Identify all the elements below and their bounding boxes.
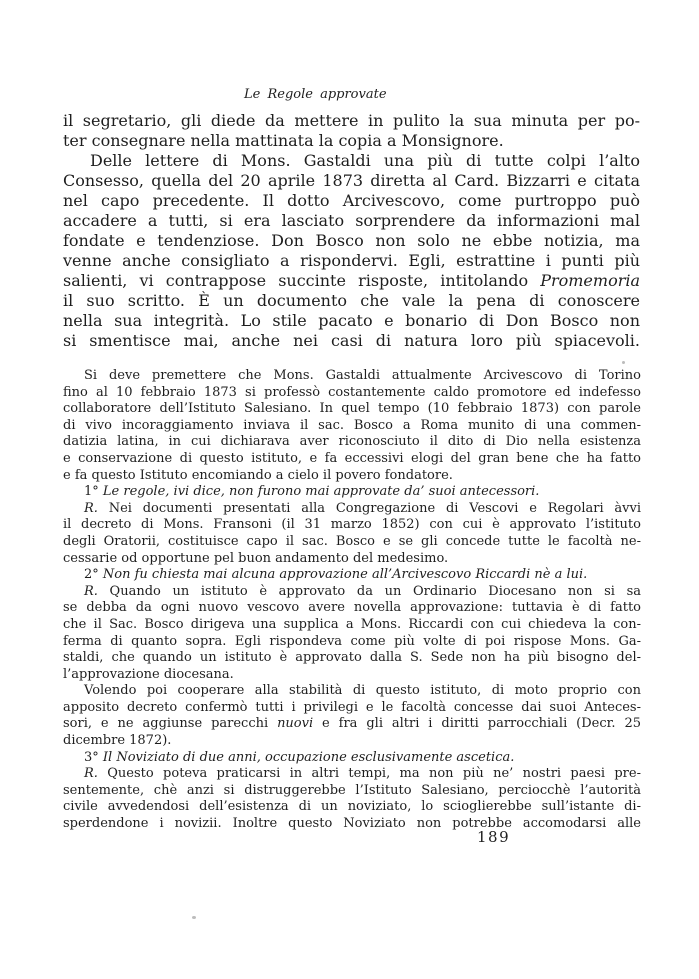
text-line [63,716,641,733]
text-line [63,151,640,171]
text-line [63,251,640,271]
text-segment: 3° [84,749,103,765]
text-line [63,617,641,634]
text-line [63,484,641,501]
text-segment: Delle lettere di Mons. Gastaldi una più di tutte colpi l’alto [90,151,640,170]
text-segment: che il Sac. Bosco dirigeva una supplica a Mons. Riccardi con cui chiedeva la con- [63,616,641,632]
text-line [63,683,641,700]
text-line [63,799,641,816]
text-line [63,271,640,291]
text-segment: ferma di quanto sopra. Egli rispondeva come più volte di poi rispose Mons. Ga- [63,633,641,649]
text-segment: Questo poteva praticarsi in altri tempi, ma non più ne’ nostri paesi pre- [97,766,641,782]
text-segment: nel capo precedente. Il dotto Arcivescovo, come purtroppo può [63,191,640,210]
text-segment: ter consegnare nella mattinata la copia a Monsignore. [63,131,504,150]
text-line [63,331,640,351]
text-line [63,634,641,651]
text-segment: Nei documenti presentati alla Congregazione di Vescovi e Regolari àvvi [97,500,641,516]
text-segment: staldi, che quando un istituto è approvato dalla S. Sede non ha più bisogno del- [63,650,641,666]
text-line [63,418,641,435]
text-line [63,517,641,534]
text-line [63,434,641,451]
text-line [63,131,640,151]
italic-text-segment: Non fu chiesta mai alcuna approvazione all’Arcivescovo Riccardi nè a lui. [102,567,588,583]
text-segment: dicembre 1872). [63,733,172,749]
main-text-block [63,111,640,351]
footnote-text-block [63,368,641,833]
text-segment: datizia latina, in cui dichiarava aver riconosciuto il dito di Dio nella esistenza [63,434,641,450]
italic-text-segment: R. [84,766,98,782]
text-segment: sperdendone i novizii. Inoltre questo Noviziato non potrebbe accomodarsi alle [63,816,641,832]
text-segment: Quando un istituto è approvato da un Ordinario Diocesano non si sa [97,583,641,599]
text-line [63,733,641,750]
italic-text-segment: R. [84,500,98,516]
text-line [63,231,640,251]
text-line [63,211,640,231]
running-head: Le Regole approvate [244,87,387,102]
text-line [63,650,641,667]
text-line [63,468,641,485]
text-segment: apposito decreto confermò tutti i privilegi e le facoltà concesse dai suoi Anteces- [63,699,641,715]
text-line [63,291,640,311]
text-segment: il decreto di Mons. Fransoni (il 31 marzo 1852) con cui è approvato l’istituto [63,517,641,533]
text-segment: 1° [84,484,103,500]
scan-speck [622,361,625,364]
text-line [63,750,641,767]
text-segment: il suo scritto. È un documento che vale la pena di conoscere [63,291,640,310]
text-line [63,783,641,800]
text-segment: se debba da ogni nuovo vescovo avere novella approvazione: tuttavia è di fatto [63,600,641,616]
text-segment: accadere a tutti, si era lasciato sorprendere da informazioni mal [63,211,640,230]
text-segment: di vivo incoraggiamento inviava il sac. Bosco a Roma munito di una commen- [63,417,641,433]
scan-speck [192,916,196,919]
italic-text-segment: Le regole, ivi dice, non furono mai approvate da’ suoi antecessori. [102,484,540,500]
text-line [63,171,640,191]
text-segment: civile avvedendosi dell’esistenza di un noviziato, lo scioglierebbe sull’istante di- [63,799,641,815]
text-line [63,401,641,418]
text-segment: e fa questo Istituto encomiando a cielo il povero fondatore. [63,467,453,483]
text-line [63,111,640,131]
text-segment: 2° [84,567,103,583]
text-segment: fino al 10 febbraio 1873 si professò costantemente caldo promotore ed indefesso [63,384,641,400]
text-segment: e fra gli altri i diritti parrocchiali (Decr. 25 [313,716,641,732]
text-segment: sentemente, chè anzi si distruggerebbe l’Istituto Salesiano, perciocchè l’autorità [63,782,641,798]
text-segment: collaboratore dell’Istituto Salesiano. In quel tempo (10 febbraio 1873) con parole [63,401,641,417]
text-segment: sori, e ne aggiunse parecchi [63,716,278,732]
text-segment: Consesso, quella del 20 aprile 1873 diretta al Card. Bizzarri e citata [63,171,640,190]
text-segment: l’approvazione diocesana. [63,666,234,682]
text-segment: si smentisce mai, anche nei casi di natura loro più spiacevoli. [63,331,640,350]
text-segment: Si deve premettere che Mons. Gastaldi attualmente Arcivescovo di Torino [84,368,641,383]
text-line [63,567,641,584]
text-line [63,551,641,568]
italic-text-segment: R. [84,583,98,599]
text-segment: fondate e tendenziose. Don Bosco non solo ne ebbe notizia, ma [63,231,640,250]
text-segment: Volendo poi cooperare alla stabilità di questo istituto, di moto proprio con [84,683,641,699]
text-line [63,600,641,617]
page-number: 189 [477,828,511,846]
text-line [63,667,641,684]
italic-text-segment: Promemoria [540,271,640,290]
text-segment: salienti, vi contrappose succinte risposte, intitolando [63,271,541,290]
text-line [63,534,641,551]
text-line [63,191,640,211]
text-line [63,311,640,331]
text-segment: e conservazione di questo istituto, e fa eccessivi elogi del gran bene che ha fatto [63,450,641,466]
text-line [63,700,641,717]
italic-text-segment: Il Noviziato di due anni, occupazione esclusivamente ascetica. [102,749,515,765]
text-segment: il segretario, gli diede da mettere in pulito la sua minuta per po- [63,111,640,130]
text-line [63,816,641,833]
text-line [63,368,641,385]
text-line [63,501,641,518]
text-line [63,451,641,468]
text-segment: cessarie od opportune pel buon andamento del medesimo. [63,550,449,566]
text-line [63,766,641,783]
text-segment: nella sua integrità. Lo stile pacato e bonario di Don Bosco non [63,311,640,330]
text-line [63,385,641,402]
text-segment: degli Oratorii, costituisce capo il sac. Bosco e se gli concede tutte le facoltà ne- [63,533,641,549]
text-segment: venne anche consigliato a rispondervi. Egli, estrattine i punti più [63,251,640,270]
italic-text-segment: nuovi [277,716,314,732]
text-line [63,584,641,601]
